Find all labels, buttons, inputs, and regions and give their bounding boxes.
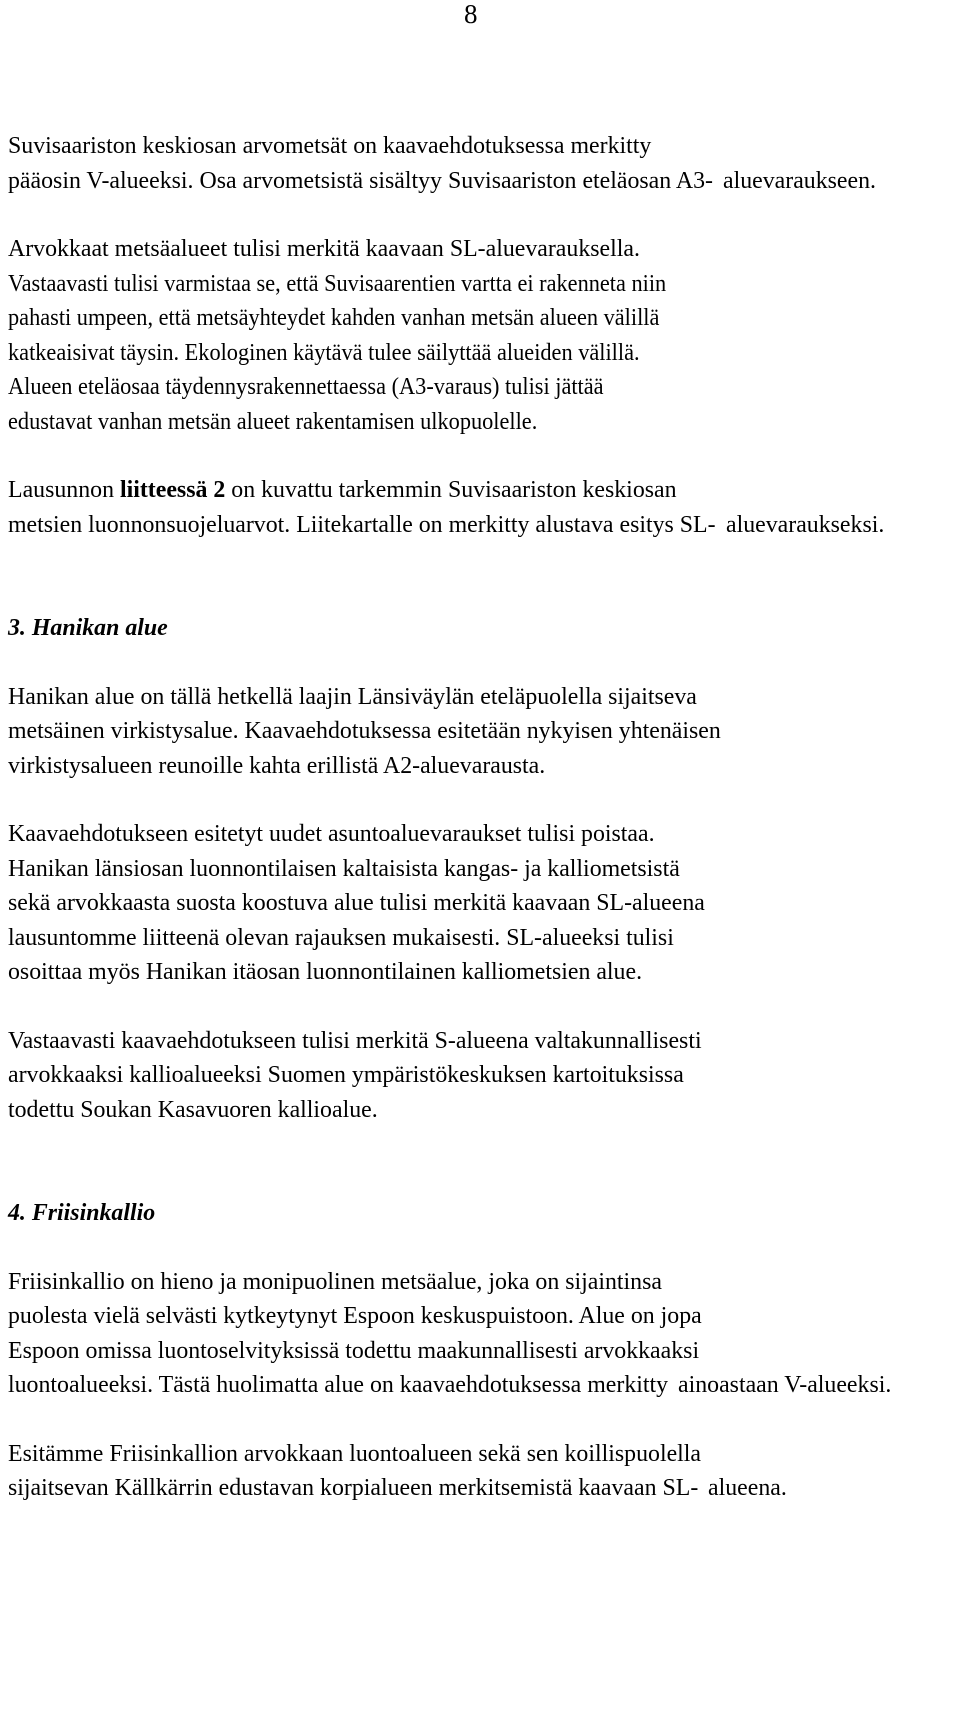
- paragraph-suvisaari-arvometsat: [8, 129, 960, 198]
- document-body: [8, 129, 960, 1506]
- text-line: osoittaa myös Hanikan itäosan luonnontilainen kalliometsien alue.: [8, 959, 643, 985]
- paragraph-hanikan-alue: [8, 680, 960, 784]
- text-line: sijaitsevan Källkärrin edustavan korpialueen merkitsemistä kaavaan SL-: [8, 1475, 699, 1501]
- text-line: luontoalueeksi. Tästä huolimatta alue on kaavaehdotuksessa merkitty: [8, 1372, 669, 1398]
- text-line: arvokkaaksi kallioalueeksi Suomen ympäristökeskuksen kartoituksissa: [8, 1062, 684, 1088]
- text-line: katkeaisivat täysin. Ekologinen käytävä tulee säilyttää alueiden välillä.: [8, 339, 640, 366]
- paragraph-liite-2: [8, 473, 960, 542]
- text-line: Esitämme Friisinkallion arvokkaan luontoalueen sekä sen koillispuolella: [8, 1440, 702, 1467]
- section-heading-hanikan-alue: 3. Hanikan alue: [8, 615, 168, 641]
- text-line: sekä arvokkaasta suosta koostuva alue tulisi merkitä kaavaan SL-alueena: [8, 890, 705, 916]
- text-line: Kaavaehdotukseen esitetyt uudet asuntoaluevaraukset tulisi poistaa.: [8, 821, 655, 847]
- text-line: todettu Soukan Kasavuoren kallioalue.: [8, 1096, 378, 1123]
- section-heading-friisinkallio: 4. Friisinkallio: [8, 1200, 156, 1226]
- text-line: aluevaraukseen.: [723, 167, 877, 194]
- attachment-reference: liitteessä 2: [119, 477, 226, 503]
- text-line: pahasti umpeen, että metsäyhteydet kahden vanhan metsän alueen välillä: [8, 305, 660, 331]
- text-fragment: on kuvattu tarkemmin Suvisaariston keskiosan: [225, 477, 677, 503]
- text-line: metsien luonnonsuojeluarvot. Liitekartalle on merkitty alustava esitys SL-: [8, 511, 716, 538]
- text-line: puolesta vielä selvästi kytkeytynyt Espoon keskuspuistoon. Alue on jopa: [8, 1303, 702, 1329]
- text-line: edustavat vanhan metsän alueet rakentamisen ulkopuolelle.: [8, 408, 538, 435]
- text-line: pääosin V-alueeksi. Osa arvometsistä sisältyy Suvisaariston eteläosan A3-: [8, 167, 713, 194]
- paragraph-kallkarri: [8, 1437, 960, 1506]
- text-line: Suvisaariston keskiosan arvometsät on kaavaehdotuksessa merkitty: [8, 133, 652, 159]
- text-line: Friisinkallio on hieno ja monipuolinen metsäalue, joka on sijaintinsa: [8, 1268, 662, 1295]
- paragraph-hanikan-sl-alue: [8, 817, 960, 990]
- text-line: lausuntomme liitteenä olevan rajauksen mukaisesti. SL-alueeksi tulisi: [8, 924, 674, 951]
- text-line: Vastaavasti tulisi varmistaa se, että Suvisaarentien vartta ei rakenneta niin: [8, 270, 667, 297]
- text-line: virkistysalueen reunoille kahta erillistä A2-aluevarausta.: [8, 752, 546, 779]
- text-line: alueena.: [708, 1475, 788, 1501]
- paragraph-sl-aluevaraus: [8, 232, 960, 439]
- text-line: [8, 473, 677, 508]
- paragraph-friisinkallio: [8, 1265, 960, 1403]
- page-number: 8: [464, 0, 478, 29]
- text-line: Hanikan länsiosan luonnontilaisen kaltaisista kangas- ja kalliometsistä: [8, 855, 680, 882]
- text-line: Alueen eteläosaa täydennysrakennettaessa (A3-varaus) tulisi jättää: [8, 374, 604, 400]
- text-line: Espoon omissa luontoselvityksissä todettu maakunnallisesti arvokkaaksi: [8, 1337, 700, 1364]
- text-line: ainoastaan V-alueeksi.: [678, 1372, 892, 1398]
- text-line: metsäinen virkistysalue. Kaavaehdotuksessa esitetään nykyisen yhtenäisen: [8, 718, 721, 744]
- text-line: Arvokkaat metsäalueet tulisi merkitä kaavaan SL-aluevarauksella.: [8, 236, 640, 262]
- text-line: aluevaraukseksi.: [725, 511, 885, 538]
- text-fragment: Lausunnon: [8, 477, 120, 503]
- text-line: Hanikan alue on tällä hetkellä laajin Länsiväylän eteläpuolella sijaitseva: [8, 683, 697, 710]
- text-line: Vastaavasti kaavaehdotukseen tulisi merkitä S-alueena valtakunnallisesti: [8, 1027, 702, 1054]
- paragraph-kasavuori: [8, 1024, 960, 1128]
